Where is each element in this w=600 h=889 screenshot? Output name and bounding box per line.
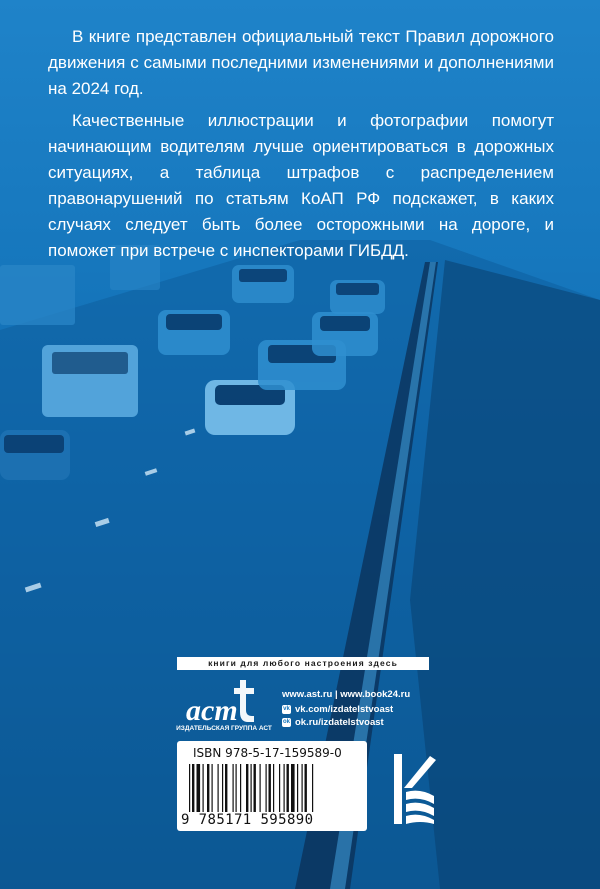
barcode-stripe: [197, 764, 201, 812]
publisher-tagline: книги для любого настроения здесь: [177, 657, 429, 670]
truck: [0, 265, 75, 325]
car: [158, 310, 230, 355]
barcode-stripe: [269, 764, 271, 812]
barcode-stripe: [287, 764, 289, 812]
vk-icon: vk: [283, 706, 290, 712]
vk-link[interactable]: [282, 704, 393, 715]
barcode-bars: [187, 764, 357, 814]
logo-text: aст: [186, 694, 238, 727]
barcode-stripe: [218, 764, 219, 812]
vk-link-text: vk.com/izdatelstvoast: [295, 704, 394, 715]
barcode-stripe: [291, 764, 295, 812]
barcode-stripe: [312, 764, 313, 812]
ok-link[interactable]: [282, 717, 384, 728]
barcode: [177, 741, 367, 831]
ean-number: 9 785171 595890: [181, 812, 314, 828]
isbn-text: ISBN 978-5-17-159589-0: [193, 746, 342, 760]
barcode-stripe: [240, 764, 241, 812]
barcode-stripe: [222, 764, 223, 812]
car: [312, 312, 378, 356]
barcode-stripe: [279, 764, 280, 812]
barcode-stripe: [189, 764, 190, 812]
barcode-stripe: [192, 764, 194, 812]
barcode-stripe: [246, 764, 248, 812]
publisher-caption: ИЗДАТЕЛЬСКАЯ ГРУППА АСТ: [176, 725, 272, 732]
book-description: [48, 24, 554, 270]
barcode-stripe: [254, 764, 256, 812]
barcode-stripe: [260, 764, 261, 812]
barcode-stripe: [297, 764, 298, 812]
barcode-stripe: [273, 764, 274, 812]
barcode-stripe: [251, 764, 252, 812]
ok-link-text: ok.ru/izdatelstvoast: [295, 717, 384, 728]
car: [330, 280, 385, 314]
barcode-stripe: [212, 764, 213, 812]
description-paragraph: В книге представлен официальный текст Правил дорожного движения с самыми последними изменениями и дополнениями на 2024 год.: [48, 27, 554, 98]
barcode-stripe: [233, 764, 234, 812]
barcode-stripe: [266, 764, 267, 812]
ast-logo-icon: [182, 676, 266, 730]
grass-verge: [410, 260, 600, 889]
barcode-stripe: [284, 764, 285, 812]
description-paragraph: Качественные иллюстрации и фотографии помогут начинающим водителям лучше ориентироваться в дорожных ситуациях, а таблица штрафов с распределением правонарушений по статьям КоАП РФ подскажет, в каких случаях следует быть более осторожными на дороге, и поможет при встрече с инспекторами ГИБДД.: [48, 111, 554, 260]
barcode-stripe: [236, 764, 237, 812]
barcode-stripe: [207, 764, 209, 812]
ok-icon: ok: [282, 719, 290, 725]
barcode-stripe: [305, 764, 307, 812]
barcode-stripe: [225, 764, 227, 812]
website-links[interactable]: www.ast.ru | www.book24.ru: [282, 689, 411, 700]
van-window: [52, 352, 128, 374]
barcode-stripe: [302, 764, 303, 812]
barcode-stripe: [203, 764, 204, 812]
car: [232, 265, 294, 303]
car: [0, 430, 70, 480]
k-book-logo-icon: [390, 752, 438, 826]
